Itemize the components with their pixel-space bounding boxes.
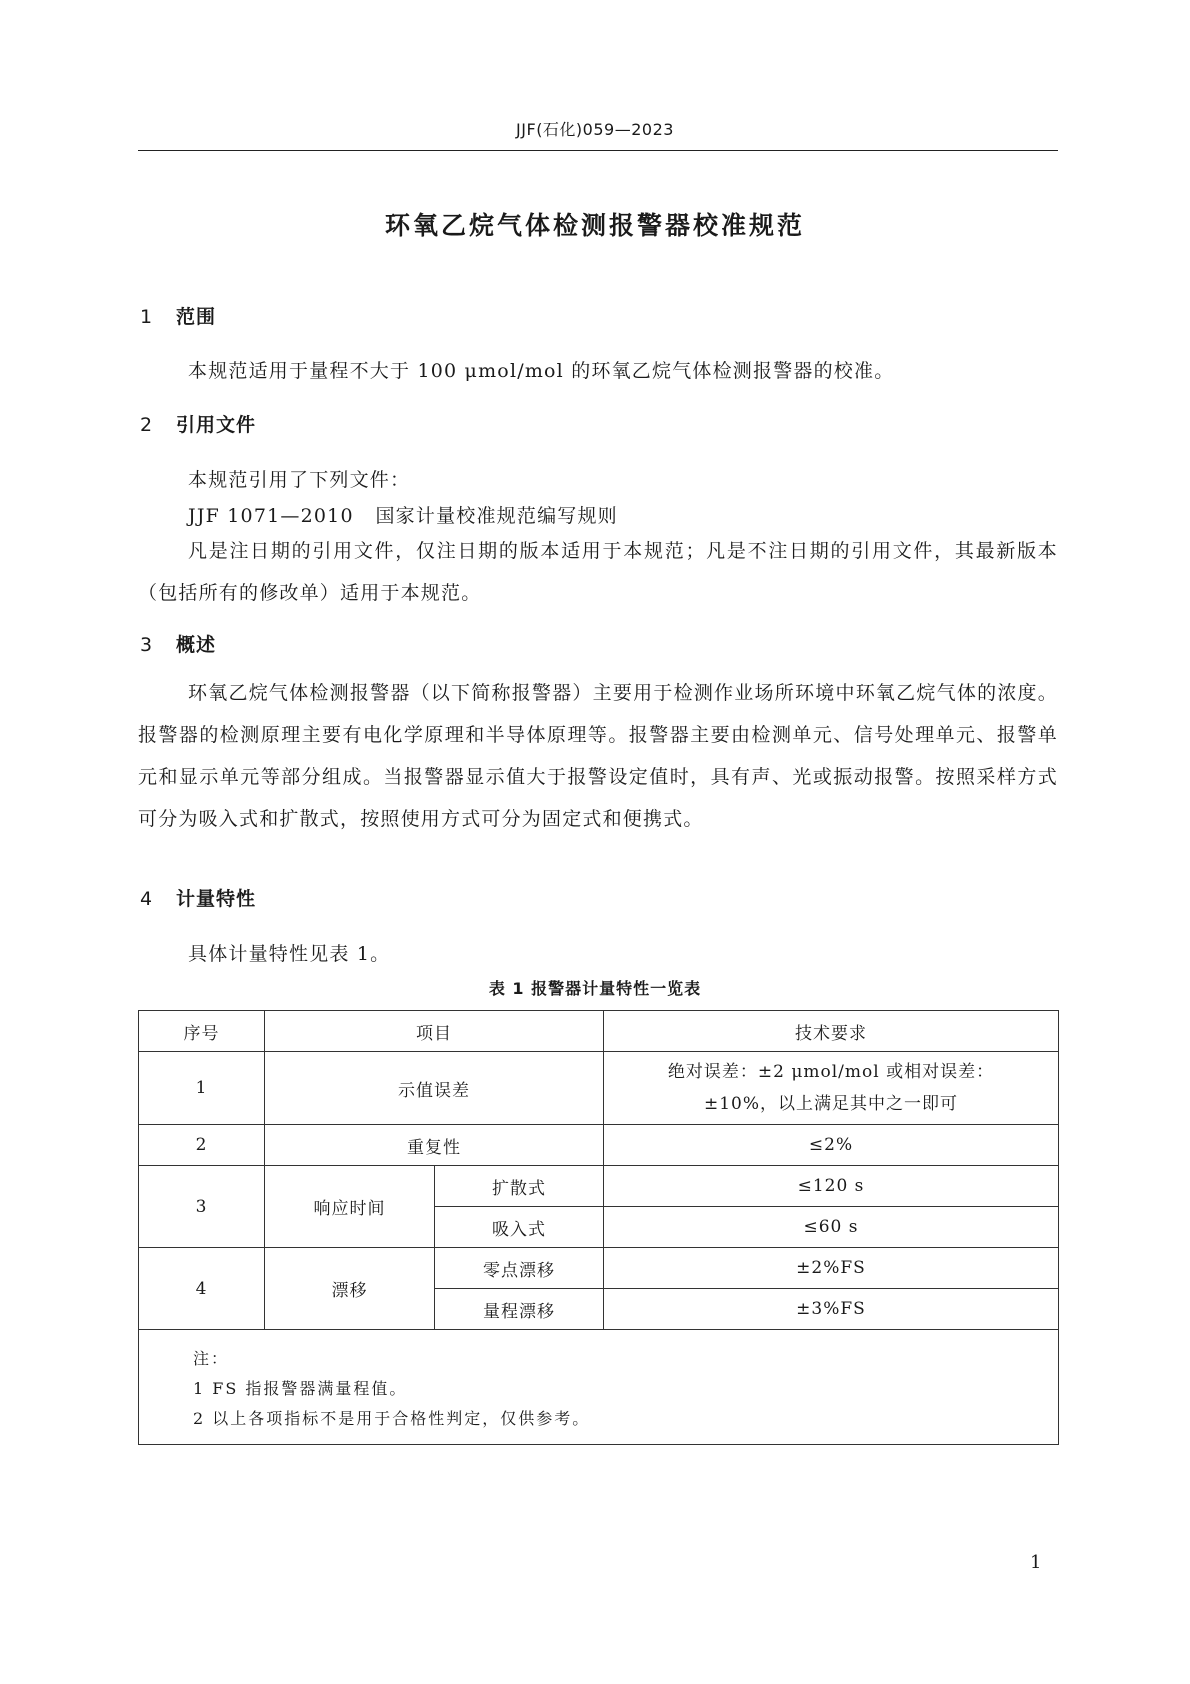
- page-number: 1: [1030, 1552, 1042, 1573]
- section-2-number: 2: [140, 414, 154, 436]
- header-rule: [138, 150, 1058, 151]
- table-row: [139, 1248, 1059, 1289]
- row-2-seq: 2: [139, 1125, 265, 1166]
- section-1-text: 本规范适用于量程不大于 100 μmol/mol 的环氧乙烷气体检测报警器的校准。: [188, 360, 895, 382]
- row-4-item: 漂移: [265, 1248, 435, 1330]
- table-caption: 表 1 报警器计量特性一览表: [488, 979, 702, 998]
- section-3-heading: [140, 630, 216, 657]
- section-2-heading: [140, 410, 256, 437]
- note-1: 1 FS 指报警器满量程值。: [193, 1379, 408, 1398]
- header-item: 项目: [265, 1011, 604, 1052]
- row-3-item: 响应时间: [265, 1166, 435, 1248]
- row-3-req-1: ≤120 s: [604, 1166, 1059, 1207]
- header-seq: 序号: [139, 1011, 265, 1052]
- row-4-req-2: ±3%FS: [604, 1289, 1059, 1330]
- row-1-requirement: [604, 1052, 1059, 1125]
- row-1-seq: 1: [139, 1052, 265, 1125]
- document-title: 环氧乙烷气体检测报警器校准规范: [384, 211, 805, 240]
- section-4-title: 计量特性: [176, 888, 257, 910]
- section-4-text: 具体计量特性见表 1。: [188, 943, 391, 965]
- row-4-req-1: ±2%FS: [604, 1248, 1059, 1289]
- table-row: [139, 1125, 1059, 1166]
- row-3-req-2: ≤60 s: [604, 1207, 1059, 1248]
- table-row: [139, 1052, 1059, 1125]
- section-3-title: 概述: [176, 634, 217, 656]
- section-3-number: 3: [140, 634, 154, 656]
- row-2-requirement: ≤2%: [604, 1125, 1059, 1166]
- note-2: 2 以上各项指标不是用于合格性判定，仅供参考。: [193, 1409, 591, 1428]
- table-header-row: [139, 1011, 1059, 1052]
- section-2-paragraph: 凡是注日期的引用文件，仅注日期的版本适用于本规范；凡是不注日期的引用文件，其最新版本（包括所有的修改单）适用于本规范。: [138, 540, 1058, 604]
- row-2-item: 重复性: [265, 1125, 604, 1166]
- section-1-heading: [140, 302, 216, 329]
- section-2-reference: JJF 1071—2010 国家计量校准规范编写规则: [188, 505, 618, 527]
- row-3-seq: 3: [139, 1166, 265, 1248]
- section-2-line-1: 本规范引用了下列文件：: [188, 469, 411, 491]
- section-4-heading: [140, 884, 256, 911]
- section-3-paragraph: 环氧乙烷气体检测报警器（以下简称报警器）主要用于检测作业场所环境中环氧乙烷气体的浓度。报警器的检测原理主要有电化学原理和半导体原理等。报警器主要由检测单元、信号处理单元、报警单元和显示单元等部分组成。当报警器显示值大于报警设定值时，具有声、光或振动报警。按照采样方式可分为吸入式和扩散式，按照使用方式可分为固定式和便携式。: [138, 682, 1058, 830]
- header-requirement: 技术要求: [604, 1011, 1059, 1052]
- row-3-sub-2: 吸入式: [435, 1207, 604, 1248]
- row-3-sub-1: 扩散式: [435, 1166, 604, 1207]
- row-1-req-line-2: ±10%，以上满足其中之一即可: [703, 1094, 959, 1114]
- notes-label: 注：: [193, 1349, 230, 1368]
- table-notes: [139, 1330, 1059, 1445]
- section-1-number: 1: [140, 306, 154, 328]
- row-4-sub-1: 零点漂移: [435, 1248, 604, 1289]
- row-4-sub-2: 量程漂移: [435, 1289, 604, 1330]
- row-1-req-line-1: 绝对误差：±2 μmol/mol 或相对误差：: [667, 1062, 995, 1082]
- section-2-title: 引用文件: [176, 414, 257, 436]
- table-row: [139, 1166, 1059, 1207]
- row-4-seq: 4: [139, 1248, 265, 1330]
- row-1-item: 示值误差: [265, 1052, 604, 1125]
- section-1-title: 范围: [176, 306, 217, 328]
- table-notes-row: [139, 1330, 1059, 1445]
- section-4-number: 4: [140, 888, 154, 910]
- standard-code: JJF(石化)059—2023: [516, 120, 674, 139]
- metrology-spec-table: [138, 1010, 1059, 1445]
